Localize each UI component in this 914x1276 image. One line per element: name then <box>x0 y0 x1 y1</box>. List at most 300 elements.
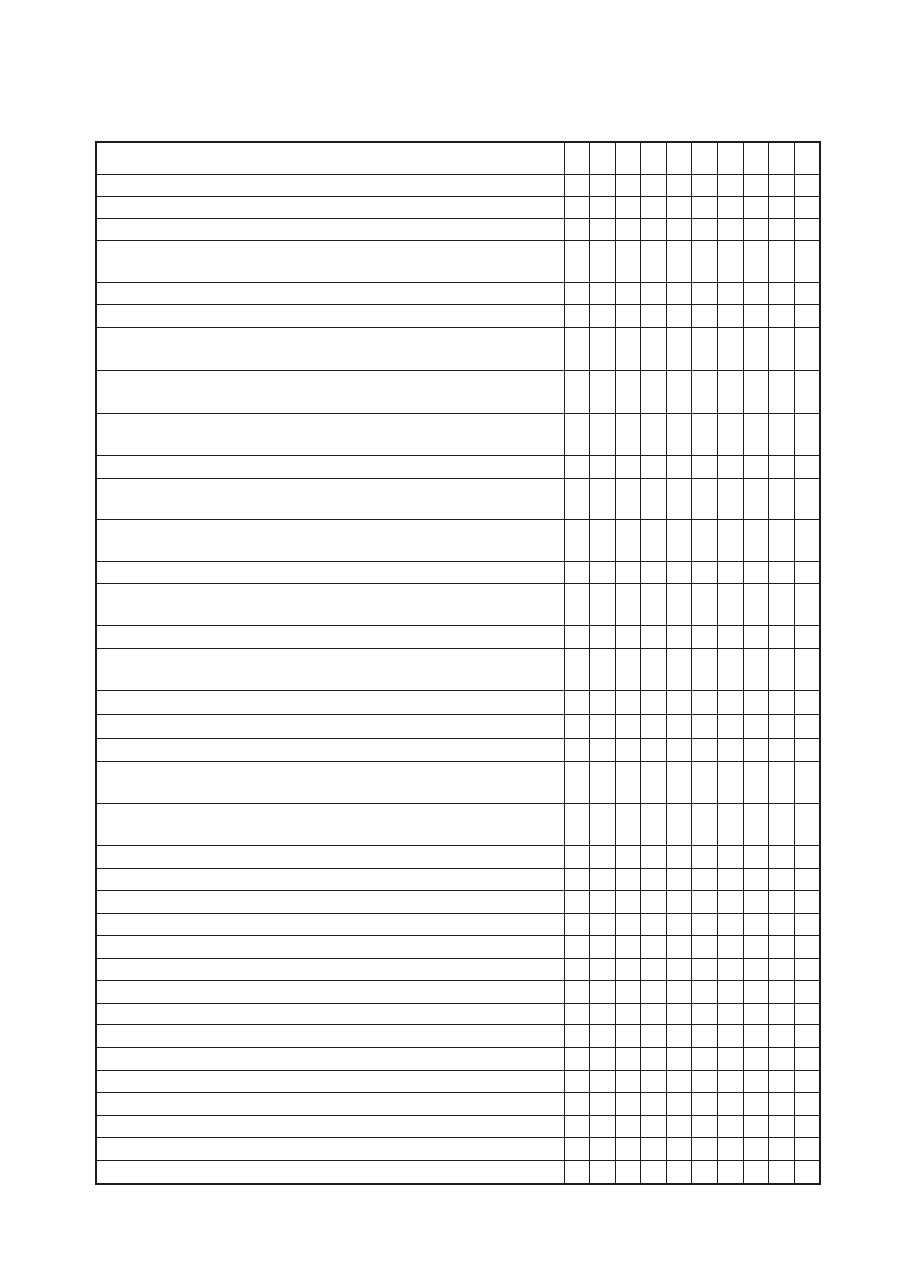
grid-cell <box>615 561 641 583</box>
grid-cell <box>615 519 641 561</box>
grid-cell <box>615 625 641 648</box>
grid-cell <box>590 714 616 738</box>
grid-cell <box>641 282 667 304</box>
grid-cell <box>641 370 667 413</box>
grid-cell <box>718 455 744 478</box>
grid-cell <box>564 1070 590 1092</box>
grid-cell <box>564 455 590 478</box>
grid-cell <box>615 648 641 690</box>
row-label-cell <box>96 935 564 958</box>
grid-cell <box>615 738 641 761</box>
grid-cell <box>615 304 641 327</box>
grid-cell <box>564 738 590 761</box>
grid-cell <box>590 980 616 1003</box>
grid-cell <box>743 583 769 625</box>
grid-cell <box>590 761 616 803</box>
grid-cell <box>718 218 744 240</box>
grid-cell <box>692 690 718 714</box>
grid-cell <box>794 1047 820 1070</box>
grid-cell <box>564 327 590 370</box>
grid-cell <box>743 1115 769 1137</box>
grid-cell <box>692 583 718 625</box>
grid-cell <box>743 868 769 890</box>
grid-cell <box>615 1070 641 1092</box>
grid-cell <box>564 868 590 890</box>
grid-cell <box>743 1070 769 1092</box>
grid-cell <box>564 240 590 282</box>
grid-cell <box>590 625 616 648</box>
row-label-cell <box>96 519 564 561</box>
grid-cell <box>641 218 667 240</box>
grid-cell <box>718 1160 744 1184</box>
grid-cell <box>590 519 616 561</box>
row-label-cell <box>96 868 564 890</box>
table-row <box>96 980 820 1003</box>
grid-cell <box>615 1160 641 1184</box>
grid-cell <box>743 935 769 958</box>
grid-cell <box>666 890 692 913</box>
grid-cell <box>692 958 718 980</box>
grid-cell <box>769 761 795 803</box>
grid-cell <box>718 478 744 519</box>
row-label-cell <box>96 913 564 935</box>
row-label-cell <box>96 174 564 196</box>
grid-cell <box>590 690 616 714</box>
grid-cell <box>794 690 820 714</box>
grid-cell <box>718 803 744 845</box>
grid-cell <box>794 714 820 738</box>
grid-cell <box>615 935 641 958</box>
grid-cell <box>615 1024 641 1047</box>
grid-cell <box>769 282 795 304</box>
grid-cell <box>564 519 590 561</box>
row-label-cell <box>96 413 564 455</box>
grid-cell <box>641 240 667 282</box>
table-row <box>96 583 820 625</box>
grid-cell <box>666 761 692 803</box>
grid-cell <box>564 1024 590 1047</box>
grid-cell <box>692 218 718 240</box>
grid-cell <box>564 761 590 803</box>
row-label-cell <box>96 738 564 761</box>
grid-cell <box>564 304 590 327</box>
grid-cell <box>769 958 795 980</box>
grid-cell <box>590 196 616 218</box>
grid-cell <box>769 583 795 625</box>
grid-cell <box>794 1160 820 1184</box>
grid-cell <box>692 803 718 845</box>
grid-cell <box>641 868 667 890</box>
grid-cell <box>794 478 820 519</box>
grid-cell <box>718 738 744 761</box>
grid-cell <box>641 1160 667 1184</box>
grid-cell <box>743 413 769 455</box>
grid-cell <box>692 240 718 282</box>
grid-cell <box>692 1137 718 1160</box>
grid-cell <box>769 890 795 913</box>
grid-cell <box>615 240 641 282</box>
grid-cell <box>641 625 667 648</box>
grid-cell <box>794 142 820 174</box>
table-row <box>96 1160 820 1184</box>
grid-cell <box>615 1003 641 1024</box>
grid-cell <box>794 327 820 370</box>
row-label-cell <box>96 561 564 583</box>
grid-cell <box>615 761 641 803</box>
grid-cell <box>564 413 590 455</box>
grid-cell <box>615 1092 641 1115</box>
grid-cell <box>641 935 667 958</box>
grid-cell <box>769 240 795 282</box>
grid-cell <box>641 196 667 218</box>
grid-cell <box>615 868 641 890</box>
grid-cell <box>794 583 820 625</box>
row-label-cell <box>96 1047 564 1070</box>
grid-cell <box>666 218 692 240</box>
grid-cell <box>794 304 820 327</box>
grid-cell <box>769 1070 795 1092</box>
row-label-cell <box>96 1115 564 1137</box>
grid-cell <box>692 1115 718 1137</box>
grid-cell <box>590 478 616 519</box>
grid-cell <box>590 1160 616 1184</box>
grid-cell <box>718 240 744 282</box>
grid-cell <box>769 1092 795 1115</box>
table-row <box>96 890 820 913</box>
grid-cell <box>615 980 641 1003</box>
grid-cell <box>794 845 820 868</box>
grid-cell <box>564 370 590 413</box>
grid-cell <box>769 690 795 714</box>
grid-cell <box>666 282 692 304</box>
table-row <box>96 304 820 327</box>
grid-cell <box>564 1160 590 1184</box>
grid-cell <box>641 455 667 478</box>
table-row <box>96 370 820 413</box>
grid-cell <box>615 478 641 519</box>
grid-cell <box>564 935 590 958</box>
grid-cell <box>590 413 616 455</box>
grid-cell <box>641 958 667 980</box>
grid-cell <box>743 478 769 519</box>
grid-cell <box>743 218 769 240</box>
grid-cell <box>666 1160 692 1184</box>
grid-cell <box>794 413 820 455</box>
grid-cell <box>615 174 641 196</box>
grid-cell <box>718 142 744 174</box>
grid-cell <box>769 478 795 519</box>
grid-cell <box>615 583 641 625</box>
grid-cell <box>615 370 641 413</box>
grid-cell <box>769 218 795 240</box>
grid-cell <box>615 714 641 738</box>
row-label-cell <box>96 890 564 913</box>
grid-cell <box>718 583 744 625</box>
grid-cell <box>743 625 769 648</box>
grid-cell <box>743 1024 769 1047</box>
grid-cell <box>564 1115 590 1137</box>
grid-cell <box>743 240 769 282</box>
table-row <box>96 1115 820 1137</box>
grid-cell <box>743 282 769 304</box>
grid-cell <box>769 1160 795 1184</box>
table-row <box>96 519 820 561</box>
grid-cell <box>590 561 616 583</box>
grid-cell <box>641 174 667 196</box>
row-label-cell <box>96 803 564 845</box>
grid-cell <box>692 174 718 196</box>
grid-cell <box>641 478 667 519</box>
grid-cell <box>692 455 718 478</box>
grid-cell <box>666 1137 692 1160</box>
grid-cell <box>743 913 769 935</box>
grid-cell <box>564 478 590 519</box>
grid-cell <box>641 690 667 714</box>
grid-cell <box>692 935 718 958</box>
grid-cell <box>718 1003 744 1024</box>
grid-cell <box>692 1003 718 1024</box>
grid-cell <box>692 196 718 218</box>
grid-cell <box>743 561 769 583</box>
grid-cell <box>718 304 744 327</box>
grid-cell <box>718 935 744 958</box>
table-row <box>96 625 820 648</box>
grid-cell <box>564 714 590 738</box>
grid-cell <box>590 1070 616 1092</box>
grid-cell <box>743 174 769 196</box>
grid-cell <box>743 714 769 738</box>
table-row <box>96 648 820 690</box>
grid-cell <box>641 980 667 1003</box>
grid-cell <box>666 803 692 845</box>
grid-cell <box>769 738 795 761</box>
grid-cell <box>794 218 820 240</box>
grid-cell <box>769 1047 795 1070</box>
grid-cell <box>641 913 667 935</box>
grid-cell <box>564 1003 590 1024</box>
grid-cell <box>564 803 590 845</box>
grid-cell <box>590 455 616 478</box>
grid-cell <box>615 142 641 174</box>
grid-cell <box>666 958 692 980</box>
grid-cell <box>794 455 820 478</box>
grid-cell <box>794 1024 820 1047</box>
grid-cell <box>769 561 795 583</box>
grid-cell <box>769 845 795 868</box>
grid-cell <box>666 519 692 561</box>
grid-cell <box>769 196 795 218</box>
grid-cell <box>615 845 641 868</box>
grid-cell <box>692 761 718 803</box>
table-row <box>96 935 820 958</box>
table-row <box>96 218 820 240</box>
grid-cell <box>692 625 718 648</box>
grid-cell <box>666 240 692 282</box>
grid-cell <box>590 738 616 761</box>
grid-cell <box>743 958 769 980</box>
grid-cell <box>641 890 667 913</box>
grid-cell <box>718 1092 744 1115</box>
grid-cell <box>794 370 820 413</box>
row-label-cell <box>96 478 564 519</box>
grid-cell <box>743 1003 769 1024</box>
grid-cell <box>794 803 820 845</box>
grid-cell <box>718 1115 744 1137</box>
grid-cell <box>718 625 744 648</box>
grid-cell <box>641 561 667 583</box>
grid-cell <box>590 174 616 196</box>
table-row <box>96 1070 820 1092</box>
grid-cell <box>769 868 795 890</box>
grid-cell <box>743 196 769 218</box>
grid-cell <box>590 1092 616 1115</box>
grid-cell <box>590 1137 616 1160</box>
grid-cell <box>641 845 667 868</box>
grid-cell <box>794 1092 820 1115</box>
grid-cell <box>666 648 692 690</box>
grid-cell <box>718 890 744 913</box>
grid-cell <box>590 1024 616 1047</box>
grid-cell <box>743 519 769 561</box>
grid-cell <box>641 327 667 370</box>
grid-cell <box>564 648 590 690</box>
table-row <box>96 868 820 890</box>
row-label-cell <box>96 761 564 803</box>
grid-cell <box>794 935 820 958</box>
grid-cell <box>590 958 616 980</box>
grid-cell <box>666 1115 692 1137</box>
table-row <box>96 1047 820 1070</box>
grid-cell <box>692 714 718 738</box>
grid-cell <box>590 803 616 845</box>
grid-cell <box>769 1115 795 1137</box>
grid-cell <box>769 648 795 690</box>
grid-cell <box>564 958 590 980</box>
grid-cell <box>590 218 616 240</box>
grid-cell <box>641 519 667 561</box>
grid-cell <box>590 935 616 958</box>
row-label-cell <box>96 240 564 282</box>
grid-cell <box>743 761 769 803</box>
grid-cell <box>769 913 795 935</box>
grid-cell <box>794 868 820 890</box>
grid-cell <box>641 1024 667 1047</box>
grid-cell <box>718 174 744 196</box>
grid-cell <box>743 1137 769 1160</box>
grid-cell <box>769 625 795 648</box>
grid-cell <box>590 142 616 174</box>
grid-cell <box>666 714 692 738</box>
table-row <box>96 1024 820 1047</box>
grid-cell <box>718 648 744 690</box>
grid-cell <box>769 519 795 561</box>
grid-cell <box>794 1070 820 1092</box>
row-label-cell <box>96 583 564 625</box>
table-row <box>96 174 820 196</box>
table-row <box>96 282 820 304</box>
grid-cell <box>641 1003 667 1024</box>
grid-cell <box>692 282 718 304</box>
grid-cell <box>718 561 744 583</box>
grid-cell <box>564 913 590 935</box>
grid-cell <box>769 455 795 478</box>
grid-cell <box>666 304 692 327</box>
grid-cell <box>692 561 718 583</box>
grid-cell <box>718 958 744 980</box>
grid-cell <box>794 625 820 648</box>
grid-cell <box>769 413 795 455</box>
grid-cell <box>692 413 718 455</box>
grid-cell <box>666 478 692 519</box>
grid-cell <box>641 583 667 625</box>
grid-cell <box>641 1137 667 1160</box>
row-label-cell <box>96 1003 564 1024</box>
grid-cell <box>718 714 744 738</box>
grid-cell <box>718 980 744 1003</box>
grid-cell <box>743 738 769 761</box>
row-label-cell <box>96 714 564 738</box>
row-label-cell <box>96 1070 564 1092</box>
grid-cell <box>666 455 692 478</box>
grid-cell <box>564 196 590 218</box>
grid-cell <box>615 196 641 218</box>
grid-cell <box>641 1092 667 1115</box>
grid-cell <box>615 890 641 913</box>
grid-cell <box>590 282 616 304</box>
grid-cell <box>666 327 692 370</box>
grid-cell <box>743 327 769 370</box>
grid-cell <box>590 1115 616 1137</box>
grid-cell <box>692 142 718 174</box>
row-label-cell <box>96 304 564 327</box>
grid-cell <box>666 980 692 1003</box>
row-label-cell <box>96 282 564 304</box>
row-label-cell <box>96 648 564 690</box>
table-row <box>96 690 820 714</box>
grid-cell <box>692 1160 718 1184</box>
grid-cell <box>692 868 718 890</box>
grid-cell <box>692 890 718 913</box>
grid-cell <box>769 174 795 196</box>
grid-cell <box>769 304 795 327</box>
grid-cell <box>666 370 692 413</box>
grid-cell <box>743 455 769 478</box>
table-row <box>96 738 820 761</box>
grid-cell <box>615 690 641 714</box>
grid-cell <box>641 304 667 327</box>
grid-cell <box>666 413 692 455</box>
grid-cell <box>666 738 692 761</box>
grid-cell <box>692 1047 718 1070</box>
grid-cell <box>743 690 769 714</box>
grid-cell <box>692 1092 718 1115</box>
grid-cell <box>769 1024 795 1047</box>
grid-cell <box>564 174 590 196</box>
table-row <box>96 561 820 583</box>
grid-cell <box>615 1137 641 1160</box>
table-row <box>96 478 820 519</box>
grid-cell <box>769 1137 795 1160</box>
grid-cell <box>590 583 616 625</box>
grid-cell <box>718 1070 744 1092</box>
row-label-cell <box>96 958 564 980</box>
table-row <box>96 413 820 455</box>
grid-cell <box>564 690 590 714</box>
grid-cell <box>718 1137 744 1160</box>
table-row <box>96 327 820 370</box>
grid-cell <box>615 455 641 478</box>
grid-cell <box>666 1024 692 1047</box>
